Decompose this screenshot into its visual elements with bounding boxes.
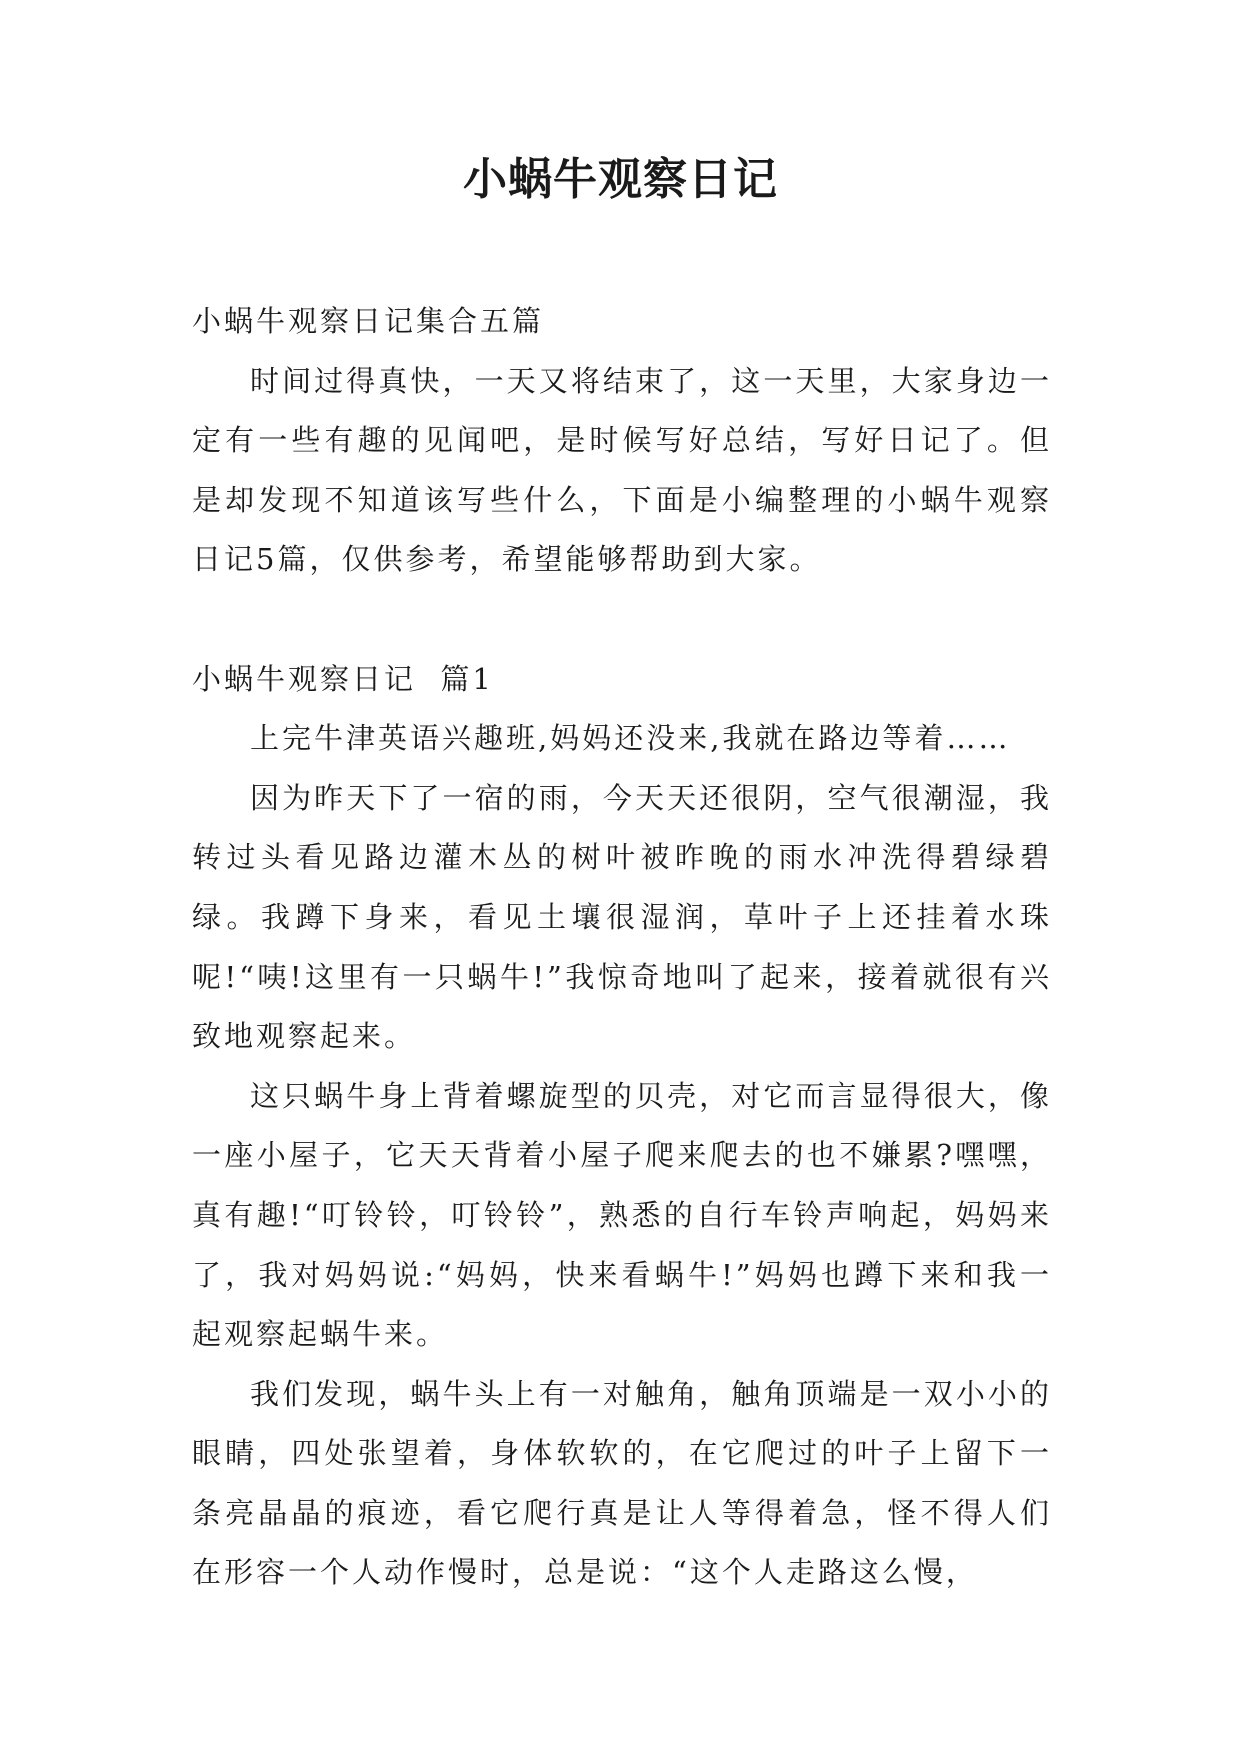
document-body [192,292,1052,1603]
intro-paragraph: 时间过得真快，一天又将结束了，这一天里，大家身边一定有一些有趣的见闻吧，是时候写好总结，写好日记了。但是却发现不知道该写些什么，下面是小编整理的小蜗牛观察日记5篇，仅供参考，希望能够帮助到大家。 [192,363,1052,577]
body-paragraph: 我们发现，蜗牛头上有一对触角，触角顶端是一双小小的眼睛，四处张望着，身体软软的，在它爬过的叶子上留下一条亮晶晶的痕迹，看它爬行真是让人等得着急，怪不得人们在形容一个人动作慢时，总是说：“这个人走路这么慢， [192,1376,1052,1590]
body-paragraph: 因为昨天下了一宿的雨，今天天还很阴，空气很潮湿，我转过头看见路边灌木丛的树叶被昨晚的雨水冲洗得碧绿碧绿。我蹲下身来，看见土壤很湿润，草叶子上还挂着水珠呢!“咦!这里有一只蜗牛!”我惊奇地叫了起来，接着就很有兴致地观察起来。 [192,780,1052,1054]
blank-line [192,590,1052,650]
collection-title: 小蜗牛观察日记集合五篇 [192,304,545,338]
body-paragraph: 上完牛津英语兴趣班,妈妈还没来,我就在路边等着…… [250,721,1011,756]
document-title: 小蜗牛观察日记 [463,154,778,205]
section-heading: 小蜗牛观察日记 篇1 [192,661,494,696]
body-paragraph: 这只蜗牛身上背着螺旋型的贝壳，对它而言显得很大，像一座小屋子，它天天背着小屋子爬来爬去的也不嫌累?嘿嘿，真有趣!“叮铃铃，叮铃铃”，熟悉的自行车铃声响起，妈妈来了，我对妈妈说:“妈妈，快来看蜗牛!”妈妈也蹲下来和我一起观察起蜗牛来。 [192,1078,1052,1352]
